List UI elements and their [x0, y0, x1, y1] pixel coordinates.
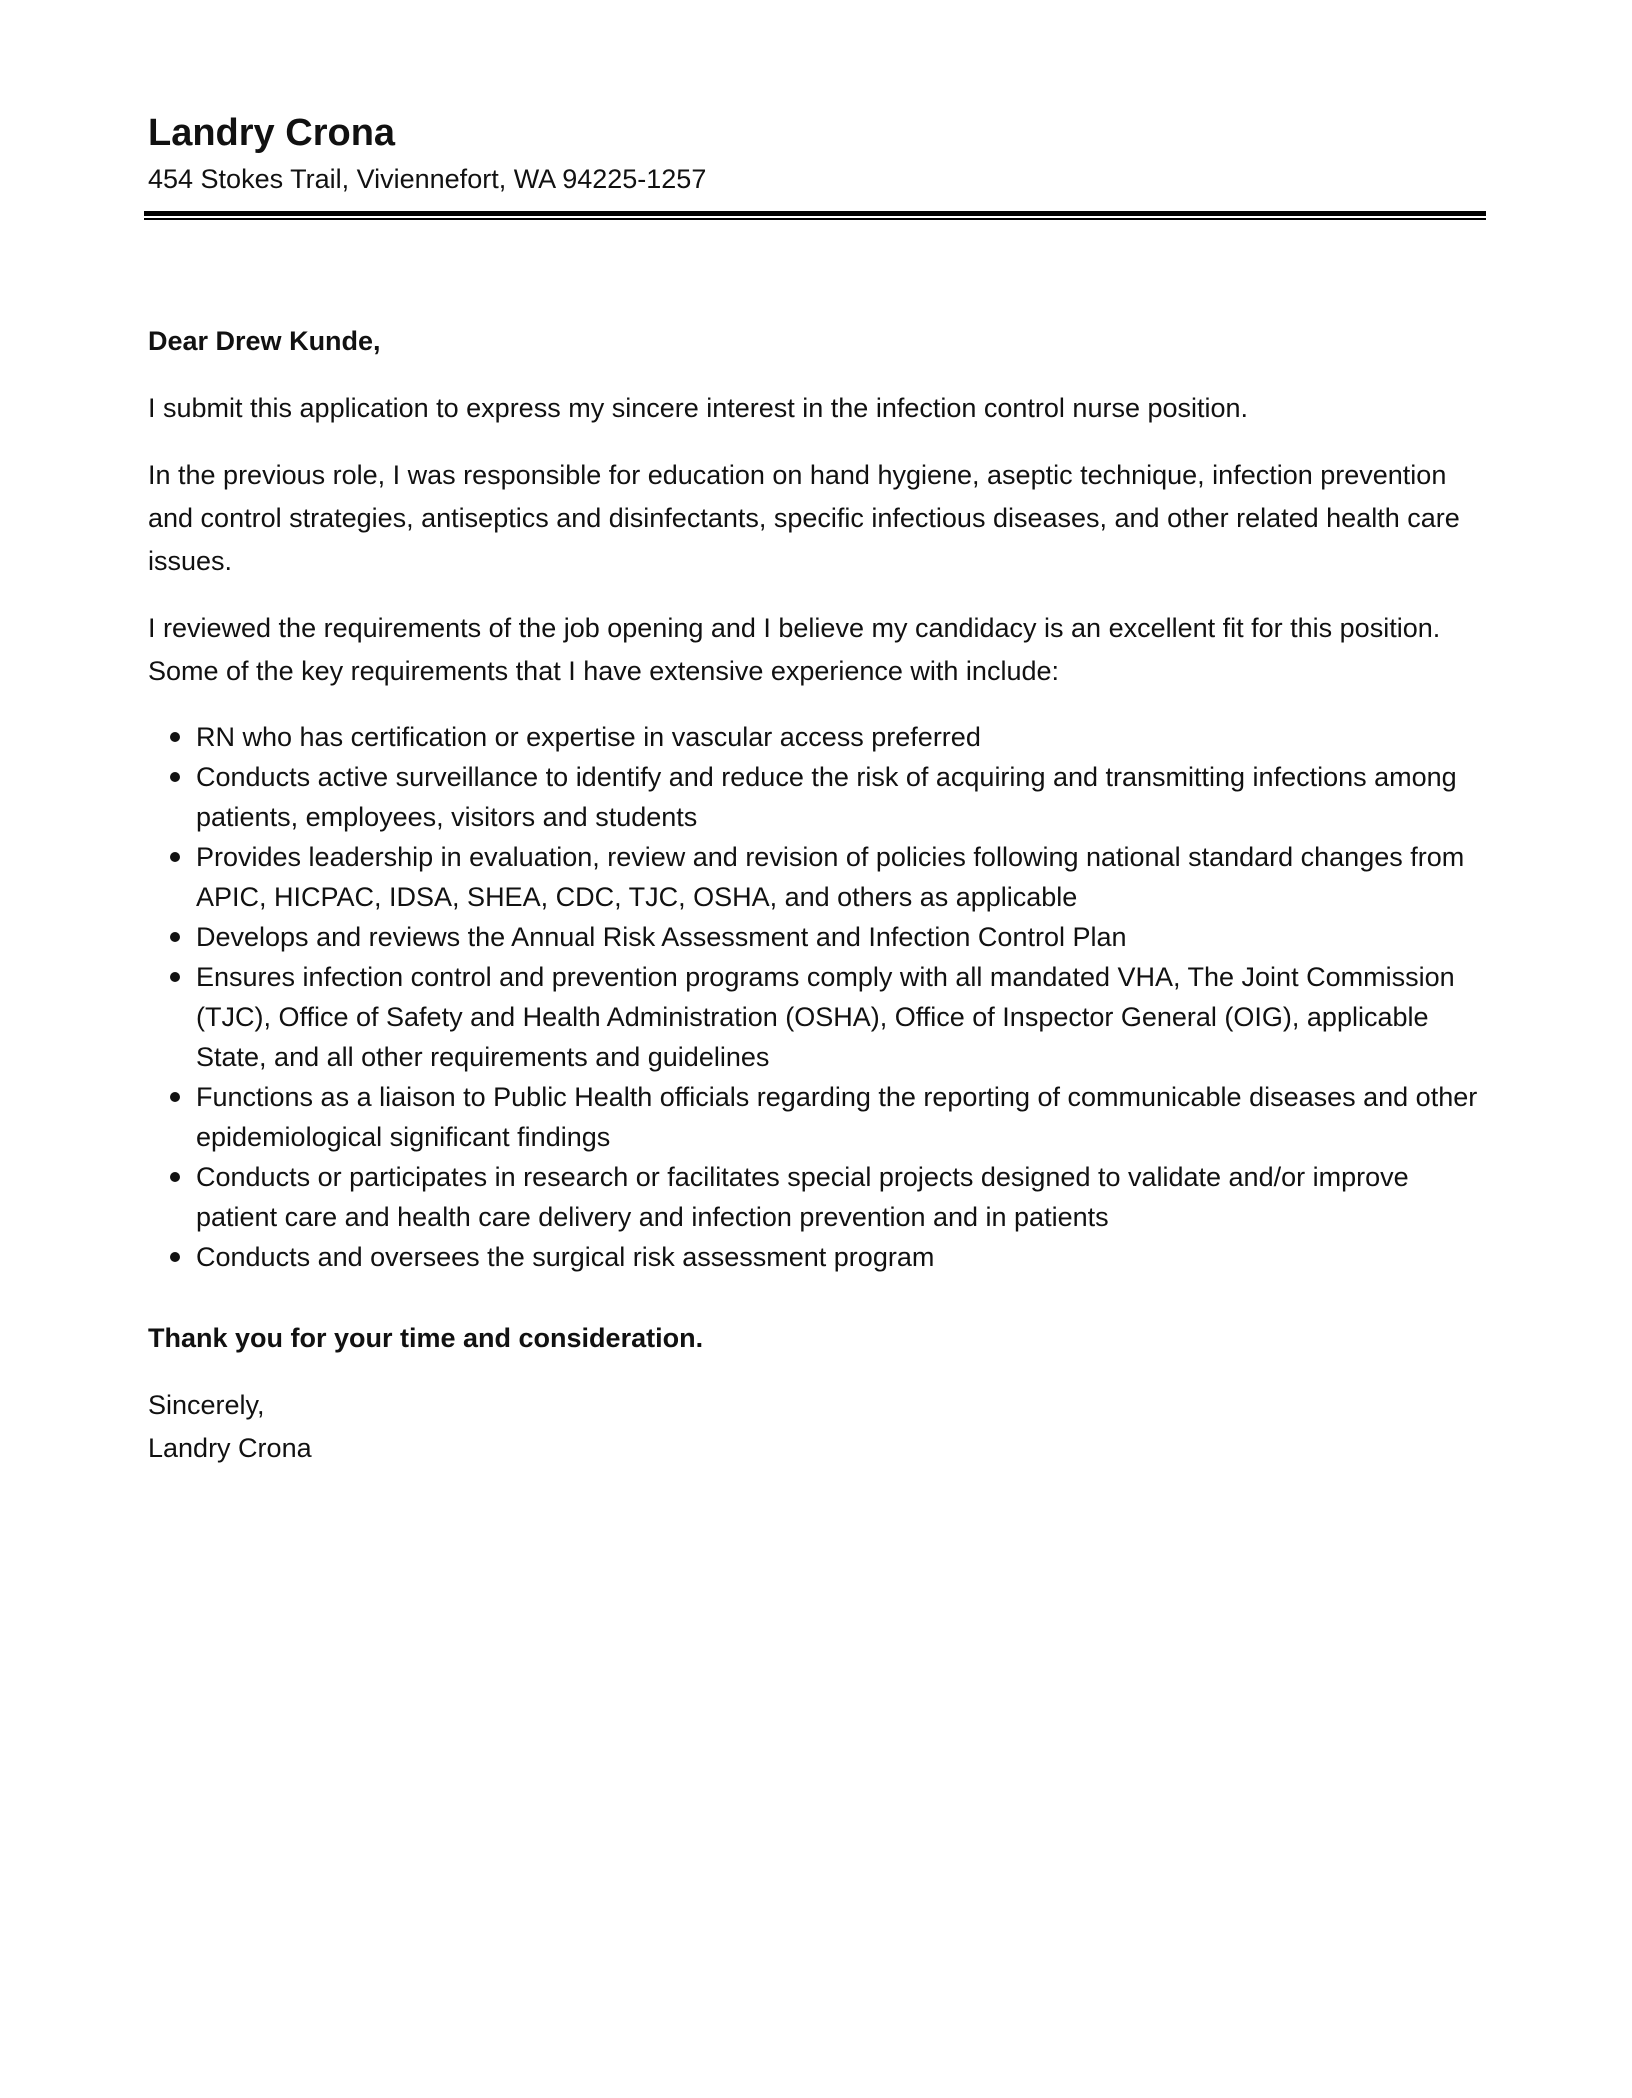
- list-item-text: Ensures infection control and prevention programs comply with all mandated VHA, The Joint Commission (TJC), Office of Safety and Health Administration (OSHA), Office of Inspector General (OIG), applicable State, and all other requirements and guidelines: [196, 962, 1455, 1072]
- list-item: [148, 917, 1478, 957]
- list-item-text: Conducts active surveillance to identify and reduce the risk of acquiring and transmitting infections among patients, employees, visitors and students: [196, 762, 1457, 832]
- bullet-icon: [170, 852, 180, 862]
- requirements-list: [148, 717, 1478, 1277]
- list-item: [148, 957, 1478, 1077]
- list-item-text: RN who has certification or expertise in vascular access preferred: [196, 722, 981, 752]
- requirements-paragraph: I reviewed the requirements of the job opening and I believe my candidacy is an excellent fit for this position. Some of the key requirements that I have extensive experience with include:: [148, 613, 1441, 686]
- list-item-text: Conducts or participates in research or facilitates special projects designed to validate and/or improve patient care and health care delivery and infection prevention and in patients: [196, 1162, 1409, 1232]
- sender-name: Landry Crona: [148, 112, 396, 154]
- signature: Landry Crona: [148, 1433, 312, 1463]
- letter-body: [148, 320, 1478, 1470]
- experience-paragraph: In the previous role, I was responsible for education on hand hygiene, aseptic technique, infection prevention and control strategies, antiseptics and disinfectants, specific infectious diseases, and other related health care issues.: [148, 460, 1460, 576]
- list-item-text: Conducts and oversees the surgical risk assessment program: [196, 1242, 935, 1272]
- list-item: [148, 1237, 1478, 1277]
- bullet-icon: [170, 732, 180, 742]
- bullet-icon: [170, 932, 180, 942]
- sender-address: 454 Stokes Trail, Viviennefort, WA 94225-1257: [148, 164, 707, 194]
- letterhead: [148, 108, 1488, 198]
- list-item: [148, 837, 1478, 917]
- salutation: Dear Drew Kunde,: [148, 326, 381, 356]
- list-item-text: Develops and reviews the Annual Risk Assessment and Infection Control Plan: [196, 922, 1127, 952]
- list-item: [148, 1157, 1478, 1237]
- thank-you-line: Thank you for your time and consideration.: [148, 1323, 704, 1353]
- bullet-icon: [170, 1092, 180, 1102]
- list-item-text: Functions as a liaison to Public Health officials regarding the reporting of communicable diseases and other epidemiological significant findings: [196, 1082, 1478, 1152]
- bullet-icon: [170, 772, 180, 782]
- bullet-icon: [170, 1172, 180, 1182]
- intro-paragraph: I submit this application to express my sincere interest in the infection control nurse position.: [148, 393, 1249, 423]
- list-item: [148, 757, 1478, 837]
- bullet-icon: [170, 1252, 180, 1262]
- list-item: [148, 1077, 1478, 1157]
- header-divider: [144, 211, 1486, 220]
- bullet-icon: [170, 972, 180, 982]
- list-item: [148, 717, 1478, 757]
- closing: Sincerely,: [148, 1390, 265, 1420]
- list-item-text: Provides leadership in evaluation, review and revision of policies following national standard changes from APIC, HICPAC, IDSA, SHEA, CDC, TJC, OSHA, and others as applicable: [196, 842, 1465, 912]
